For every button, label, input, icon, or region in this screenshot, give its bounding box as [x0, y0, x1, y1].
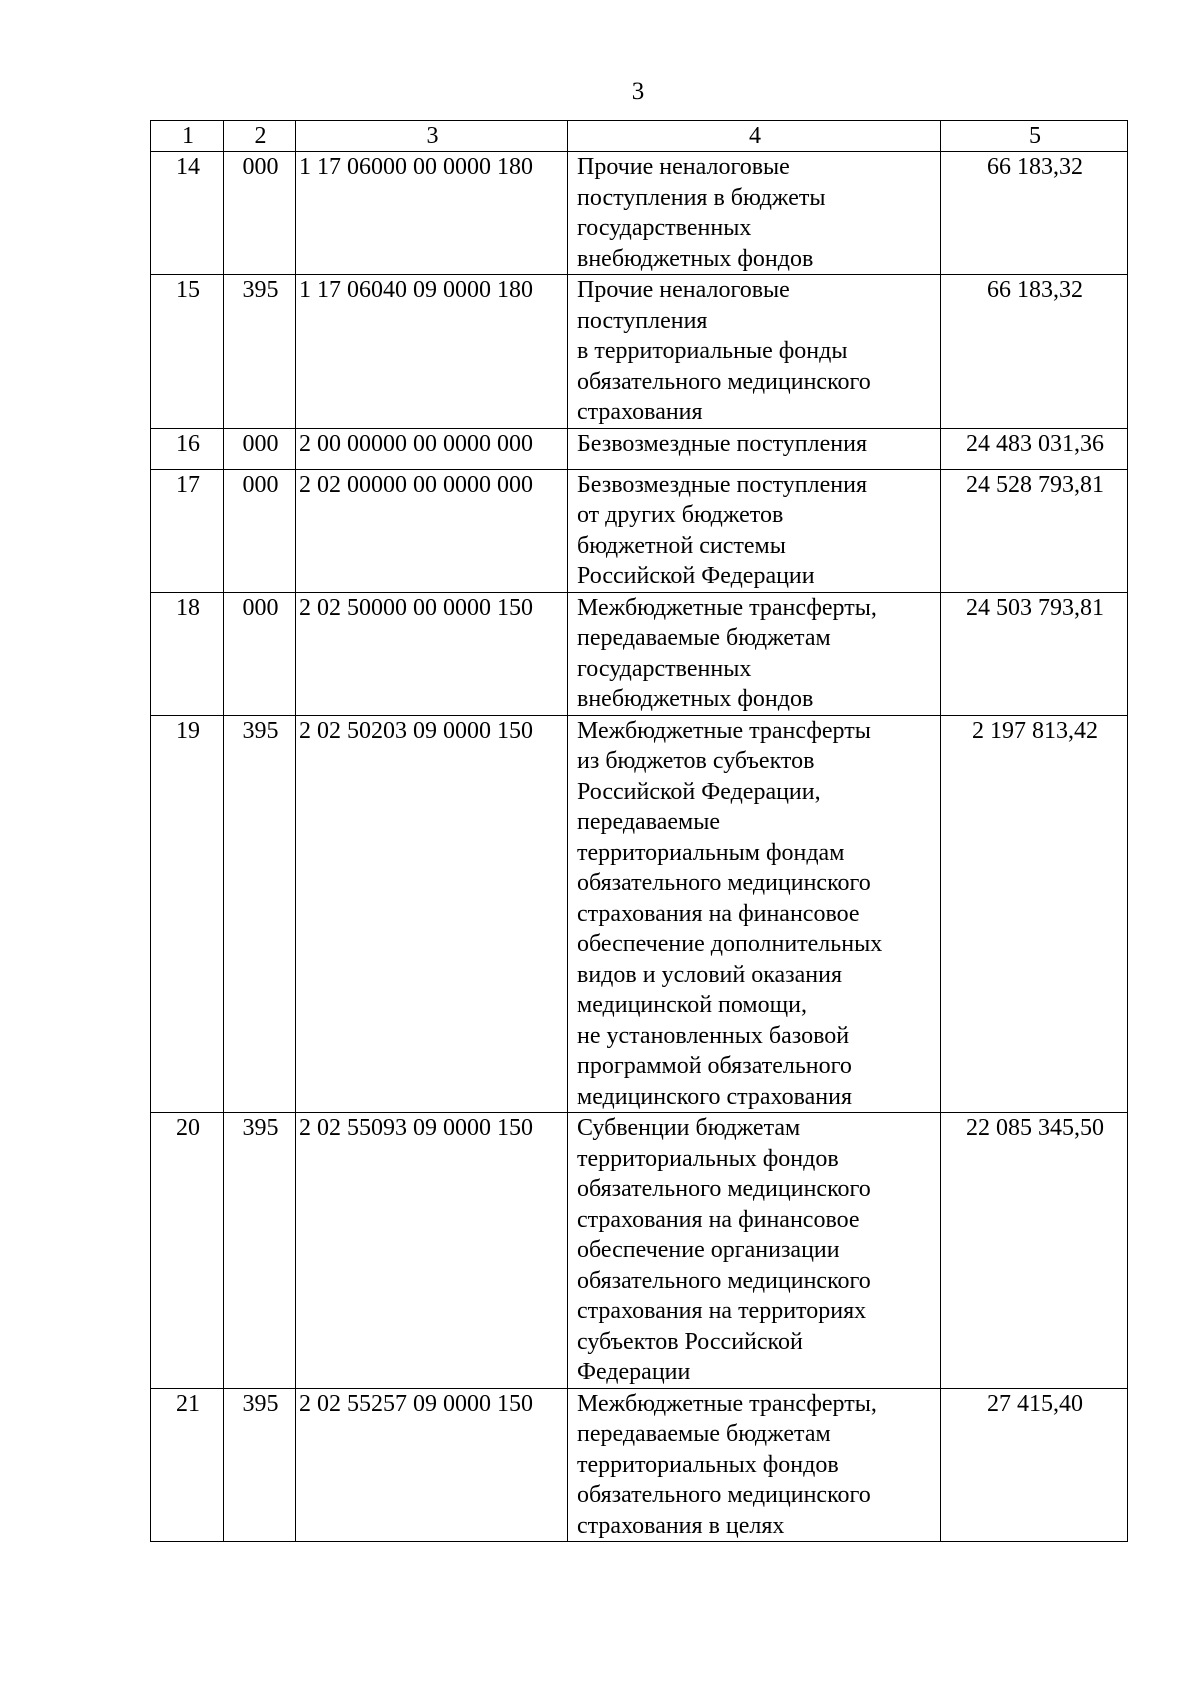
budget-code: 1 17 06040 09 0000 180 — [296, 275, 568, 429]
row-number: 18 — [151, 592, 224, 715]
revenue-name: Межбюджетные трансферты, передаваемые бюджетам государственных внебюджетных фондов — [568, 592, 941, 715]
table-row — [151, 469, 1128, 592]
admin-code: 000 — [224, 469, 296, 592]
table-row — [151, 715, 1128, 1113]
row-number: 19 — [151, 715, 224, 1113]
amount: 22 085 345,50 — [941, 1113, 1128, 1389]
amount: 24 528 793,81 — [941, 469, 1128, 592]
amount: 2 197 813,42 — [941, 715, 1128, 1113]
amount: 24 483 031,36 — [941, 428, 1128, 469]
row-number: 17 — [151, 469, 224, 592]
amount: 66 183,32 — [941, 152, 1128, 275]
row-number: 20 — [151, 1113, 224, 1389]
budget-code: 2 02 50000 00 0000 150 — [296, 592, 568, 715]
amount: 27 415,40 — [941, 1388, 1128, 1542]
budget-code: 2 00 00000 00 0000 000 — [296, 428, 568, 469]
amount: 24 503 793,81 — [941, 592, 1128, 715]
revenue-name: Межбюджетные трансферты, передаваемые бюджетам территориальных фондов обязательного медицинского страхования в целях — [568, 1388, 941, 1542]
revenue-name: Субвенции бюджетам территориальных фондов обязательного медицинского страхования на финансовое обеспечение организации обязательного медицинского страхования на территориях субъектов Российской Федерации — [568, 1113, 941, 1389]
table-row — [151, 428, 1128, 469]
revenue-name: Прочие неналоговые поступления в бюджеты государственных внебюджетных фондов — [568, 152, 941, 275]
budget-code: 2 02 55093 09 0000 150 — [296, 1113, 568, 1389]
revenue-name: Безвозмездные поступления — [568, 428, 941, 469]
admin-code: 000 — [224, 152, 296, 275]
budget-code: 2 02 00000 00 0000 000 — [296, 469, 568, 592]
budget-code: 1 17 06000 00 0000 180 — [296, 152, 568, 275]
table-row — [151, 275, 1128, 429]
header-cell-2: 2 — [224, 121, 296, 152]
revenue-name: Безвозмездные поступления от других бюджетов бюджетной системы Российской Федерации — [568, 469, 941, 592]
row-number: 15 — [151, 275, 224, 429]
header-cell-4: 4 — [568, 121, 941, 152]
table-row — [151, 152, 1128, 275]
admin-code: 000 — [224, 592, 296, 715]
table-row — [151, 1388, 1128, 1542]
admin-code: 000 — [224, 428, 296, 469]
table-header-row — [151, 121, 1128, 152]
revenue-name: Прочие неналоговые поступления в территориальные фонды обязательного медицинского страхования — [568, 275, 941, 429]
budget-code: 2 02 50203 09 0000 150 — [296, 715, 568, 1113]
page-number: 3 — [631, 78, 645, 105]
revenue-name: Межбюджетные трансферты из бюджетов субъектов Российской Федерации, передаваемые территориальным фондам обязательного медицинского страхования на финансовое обеспечение дополнительных видов и условий оказания медицинской помощи, не установленных базовой программой обязательного медицинского страхования — [568, 715, 941, 1113]
header-cell-3: 3 — [296, 121, 568, 152]
amount: 66 183,32 — [941, 275, 1128, 429]
row-number: 16 — [151, 428, 224, 469]
table-row — [151, 592, 1128, 715]
row-number: 14 — [151, 152, 224, 275]
admin-code: 395 — [224, 715, 296, 1113]
admin-code: 395 — [224, 275, 296, 429]
budget-revenue-table — [150, 120, 1128, 1542]
admin-code: 395 — [224, 1113, 296, 1389]
table-row — [151, 1113, 1128, 1389]
row-number: 21 — [151, 1388, 224, 1542]
header-cell-1: 1 — [151, 121, 224, 152]
admin-code: 395 — [224, 1388, 296, 1542]
budget-code: 2 02 55257 09 0000 150 — [296, 1388, 568, 1542]
header-cell-5: 5 — [941, 121, 1128, 152]
